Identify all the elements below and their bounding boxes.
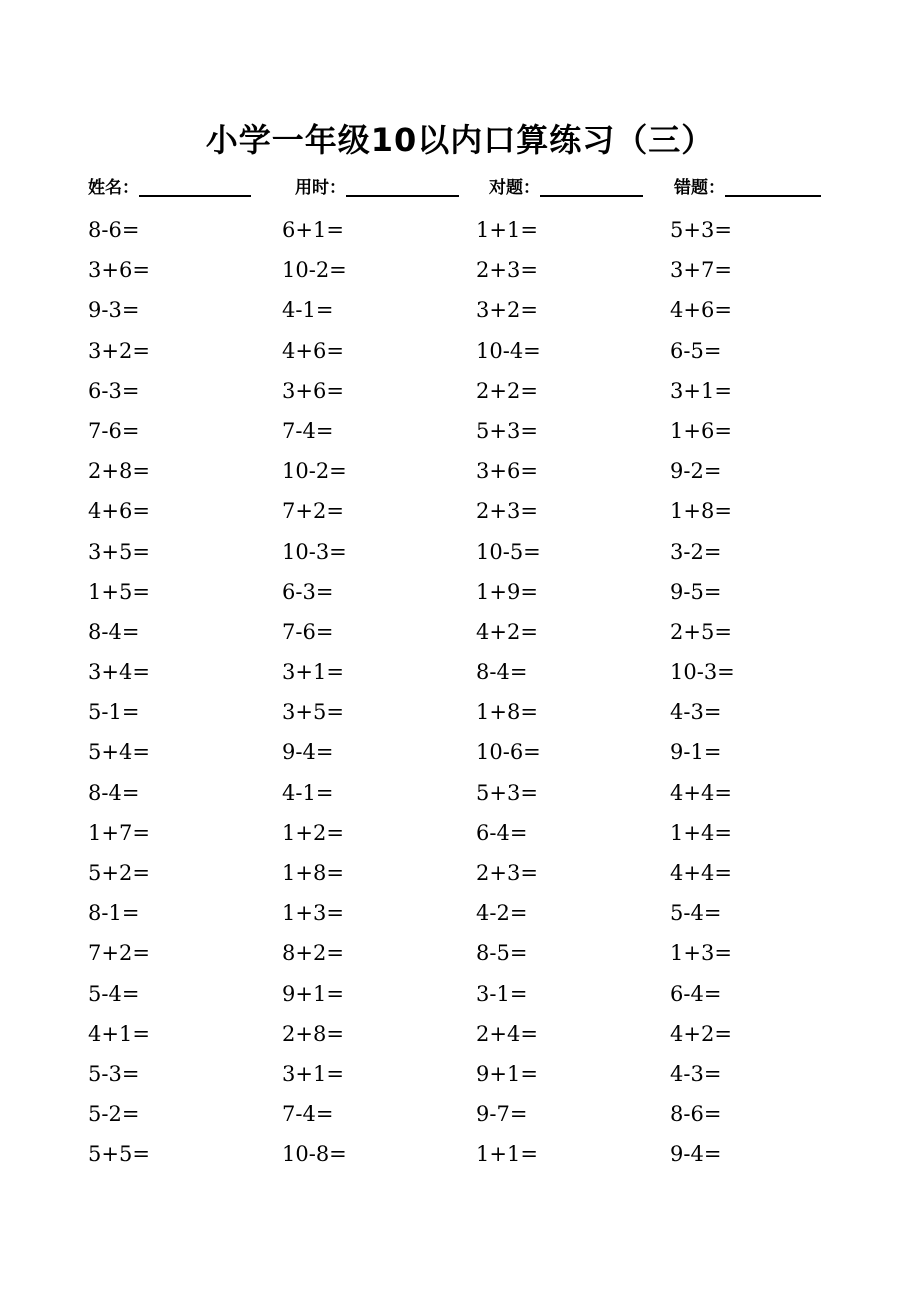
math-problem: 7-6= xyxy=(88,418,140,443)
math-problem: 3+6= xyxy=(282,378,344,403)
math-problem: 9-3= xyxy=(88,298,140,323)
math-problem: 3+5= xyxy=(282,700,344,725)
problem-row xyxy=(0,1054,920,1094)
math-problem: 1+9= xyxy=(476,579,538,604)
time-field[interactable] xyxy=(295,172,459,200)
math-problem: 9-4= xyxy=(282,740,334,765)
math-problem: 1+6= xyxy=(670,418,732,443)
math-problem: 8-4= xyxy=(88,619,140,644)
math-problem: 4+6= xyxy=(88,499,150,524)
math-problem: 10-6= xyxy=(476,740,541,765)
math-problem: 1+2= xyxy=(282,820,344,845)
math-problem: 10-2= xyxy=(282,459,347,484)
math-problem: 3+6= xyxy=(476,459,538,484)
correct-label: 对题： xyxy=(489,178,540,198)
math-problem: 6-5= xyxy=(670,338,722,363)
problem-row xyxy=(0,773,920,813)
math-problem: 5-4= xyxy=(88,981,140,1006)
problem-row xyxy=(0,290,920,330)
math-problem: 4+6= xyxy=(282,338,344,363)
math-problem: 4-3= xyxy=(670,700,722,725)
time-label: 用时： xyxy=(295,178,346,198)
math-problem: 10-4= xyxy=(476,338,541,363)
time-blank-line[interactable] xyxy=(346,175,459,197)
math-problem: 9+1= xyxy=(476,1061,538,1086)
math-problem: 5+3= xyxy=(670,218,732,242)
math-problem: 1+3= xyxy=(670,941,732,966)
math-problem: 6+1= xyxy=(282,218,344,242)
math-problem: 3+5= xyxy=(88,539,150,564)
math-problem: 5-1= xyxy=(88,700,140,725)
math-problem: 4+4= xyxy=(670,780,732,805)
math-problem: 1+5= xyxy=(88,579,150,604)
problem-row xyxy=(0,933,920,973)
name-blank-line[interactable] xyxy=(139,175,251,197)
math-problem: 5-2= xyxy=(88,1102,140,1127)
problem-row xyxy=(0,813,920,853)
name-label: 姓名： xyxy=(88,178,139,198)
math-problem: 1+1= xyxy=(476,1142,538,1167)
correct-field[interactable] xyxy=(489,172,643,200)
math-problem: 6-4= xyxy=(670,981,722,1006)
math-problem: 2+4= xyxy=(476,1021,538,1046)
math-problem: 8-4= xyxy=(88,780,140,805)
problem-row xyxy=(0,692,920,732)
math-problem: 3+2= xyxy=(476,298,538,323)
math-problem: 4+1= xyxy=(88,1021,150,1046)
math-problem: 7-4= xyxy=(282,1102,334,1127)
math-problem: 3+2= xyxy=(88,338,150,363)
math-problem: 2+5= xyxy=(670,619,732,644)
math-problem: 5+3= xyxy=(476,780,538,805)
problem-row xyxy=(0,974,920,1014)
math-problem: 8-5= xyxy=(476,941,528,966)
math-problem: 2+3= xyxy=(476,499,538,524)
math-problem: 1+3= xyxy=(282,901,344,926)
math-problem: 10-5= xyxy=(476,539,541,564)
math-problem: 5+2= xyxy=(88,861,150,885)
math-problem: 5+4= xyxy=(88,740,150,765)
math-problem: 6-4= xyxy=(476,820,528,845)
math-problem: 1+7= xyxy=(88,820,150,845)
math-problem: 4-1= xyxy=(282,298,334,323)
correct-blank-line[interactable] xyxy=(540,175,643,197)
math-problem: 2+3= xyxy=(476,861,538,885)
math-problem: 9-2= xyxy=(670,459,722,484)
problem-row xyxy=(0,451,920,491)
problem-row xyxy=(0,1134,920,1170)
math-problem: 1+1= xyxy=(476,218,538,242)
math-problem: 7-4= xyxy=(282,418,334,443)
math-problem: 10-3= xyxy=(282,539,347,564)
problem-grid xyxy=(0,210,920,1170)
math-problem: 4+4= xyxy=(670,861,732,885)
math-problem: 6-3= xyxy=(88,378,140,403)
problem-row xyxy=(0,1094,920,1134)
math-problem: 2+3= xyxy=(476,258,538,283)
math-problem: 1+8= xyxy=(670,499,732,524)
math-problem: 1+8= xyxy=(282,861,344,885)
problem-row xyxy=(0,732,920,772)
name-field[interactable] xyxy=(88,172,251,200)
math-problem: 8+2= xyxy=(282,941,344,966)
math-problem: 4+2= xyxy=(476,619,538,644)
math-problem: 3-1= xyxy=(476,981,528,1006)
math-problem: 10-2= xyxy=(282,258,347,283)
math-problem: 4-1= xyxy=(282,780,334,805)
math-problem: 2+8= xyxy=(282,1021,344,1046)
math-problem: 3+1= xyxy=(282,660,344,685)
math-problem: 1+8= xyxy=(476,700,538,725)
math-problem: 9-4= xyxy=(670,1142,722,1167)
math-problem: 7-6= xyxy=(282,619,334,644)
math-problem: 5+5= xyxy=(88,1142,150,1167)
math-problem: 1+4= xyxy=(670,820,732,845)
wrong-field[interactable] xyxy=(674,172,821,200)
math-problem: 3+1= xyxy=(670,378,732,403)
student-info-row xyxy=(0,172,920,200)
math-problem: 7+2= xyxy=(282,499,344,524)
math-problem: 8-4= xyxy=(476,660,528,685)
math-problem: 4-2= xyxy=(476,901,528,926)
math-problem: 3-2= xyxy=(670,539,722,564)
math-problem: 9-1= xyxy=(670,740,722,765)
math-problem: 9-7= xyxy=(476,1102,528,1127)
problem-row xyxy=(0,893,920,933)
math-problem: 6-3= xyxy=(282,579,334,604)
math-problem: 10-8= xyxy=(282,1142,347,1167)
math-problem: 9+1= xyxy=(282,981,344,1006)
problem-row xyxy=(0,853,920,893)
math-problem: 4+2= xyxy=(670,1021,732,1046)
wrong-blank-line[interactable] xyxy=(725,175,821,197)
problem-row xyxy=(0,572,920,612)
problem-row xyxy=(0,210,920,250)
math-problem: 3+6= xyxy=(88,258,150,283)
problem-row xyxy=(0,491,920,531)
math-problem: 3+1= xyxy=(282,1061,344,1086)
wrong-label: 错题： xyxy=(674,178,725,198)
math-problem: 4+6= xyxy=(670,298,732,323)
math-problem: 3+7= xyxy=(670,258,732,283)
math-problem: 5-3= xyxy=(88,1061,140,1086)
problem-row xyxy=(0,331,920,371)
problem-row xyxy=(0,532,920,572)
math-problem: 3+4= xyxy=(88,660,150,685)
math-problem: 4-3= xyxy=(670,1061,722,1086)
problem-row xyxy=(0,612,920,652)
page-title: 小学一年级10以内口算练习（三） xyxy=(205,121,715,159)
math-problem: 2+2= xyxy=(476,378,538,403)
math-problem: 9-5= xyxy=(670,579,722,604)
math-problem: 8-6= xyxy=(88,218,140,242)
problem-row xyxy=(0,371,920,411)
problem-row xyxy=(0,1014,920,1054)
math-problem: 10-3= xyxy=(670,660,735,685)
math-problem: 8-6= xyxy=(670,1102,722,1127)
math-problem: 8-1= xyxy=(88,901,140,926)
math-problem: 7+2= xyxy=(88,941,150,966)
math-problem: 2+8= xyxy=(88,459,150,484)
problem-row xyxy=(0,652,920,692)
problem-row xyxy=(0,250,920,290)
math-problem: 5+3= xyxy=(476,418,538,443)
math-problem: 5-4= xyxy=(670,901,722,926)
problem-row xyxy=(0,411,920,451)
